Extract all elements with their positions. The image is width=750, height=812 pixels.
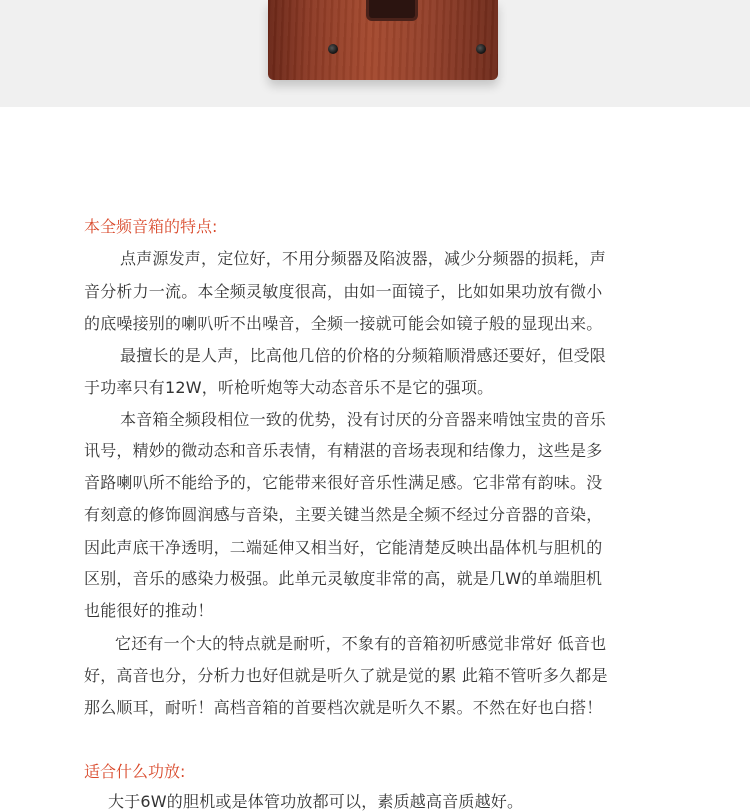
paragraph-line: 好，高音也分，分析力也好但就是听久了就是觉的累 此箱不管听多久都是: [84, 666, 608, 685]
bass-port: [366, 0, 418, 21]
paragraph-line: 因此声底干净透明，二端延伸又相当好，它能清楚反映出晶体机与胆机的: [84, 538, 603, 557]
paragraph-line: 音分析力一流。本全频灵敏度很高，由如一面镜子，比如如果功放有微小: [84, 282, 603, 301]
paragraph-line: 区别，音乐的感染力极强。此单元灵敏度非常的高，就是几W的单端胆机: [84, 569, 603, 588]
paragraph-line: 它还有一个大的特点就是耐听，不象有的音箱初听感觉非常好 低音也: [115, 634, 607, 653]
paragraph-line: 点声源发声，定位好，不用分频器及陷波器，减少分频器的损耗，声: [120, 249, 607, 268]
screw-right-icon: [476, 44, 486, 54]
paragraph-line: 音路喇叭所不能给予的，它能带来很好音乐性满足感。它非常有韵味。没: [84, 473, 603, 492]
paragraph-line: 讯号，精妙的微动态和音乐表情，有精湛的音场表现和结像力，这些是多: [84, 441, 603, 460]
paragraph-line: 大于6W的胆机或是体管功放都可以，素质越高音质越好。: [108, 792, 524, 811]
paragraph-line: 那么顺耳，耐听！高档音箱的首要档次就是听久不累。不然在好也白搭！: [84, 698, 603, 717]
paragraph-line: 于功率只有12W，听枪听炮等大动态音乐不是它的强项。: [84, 378, 494, 397]
section-heading-features: 本全频音箱的特点:: [84, 217, 218, 236]
paragraph-line: 也能很好的推动！: [84, 601, 214, 620]
paragraph-line: 最擅长的是人声，比高他几倍的价格的分频箱顺滑感还要好，但受限: [120, 346, 607, 365]
paragraph-line: 有刻意的修饰圆润感与音染，主要关键当然是全频不经过分音器的音染，: [84, 505, 603, 524]
product-photo: [0, 0, 750, 107]
section-heading-amplifier: 适合什么功放:: [84, 762, 186, 781]
paragraph-line: 的底噪接别的喇叭听不出噪音，全频一接就可能会如镜子般的显现出来。: [84, 314, 603, 333]
screw-left-icon: [328, 44, 338, 54]
speaker-cabinet-image: [268, 0, 498, 80]
paragraph-line: 本音箱全频段相位一致的优势，没有讨厌的分音器来啃蚀宝贵的音乐: [120, 410, 607, 429]
